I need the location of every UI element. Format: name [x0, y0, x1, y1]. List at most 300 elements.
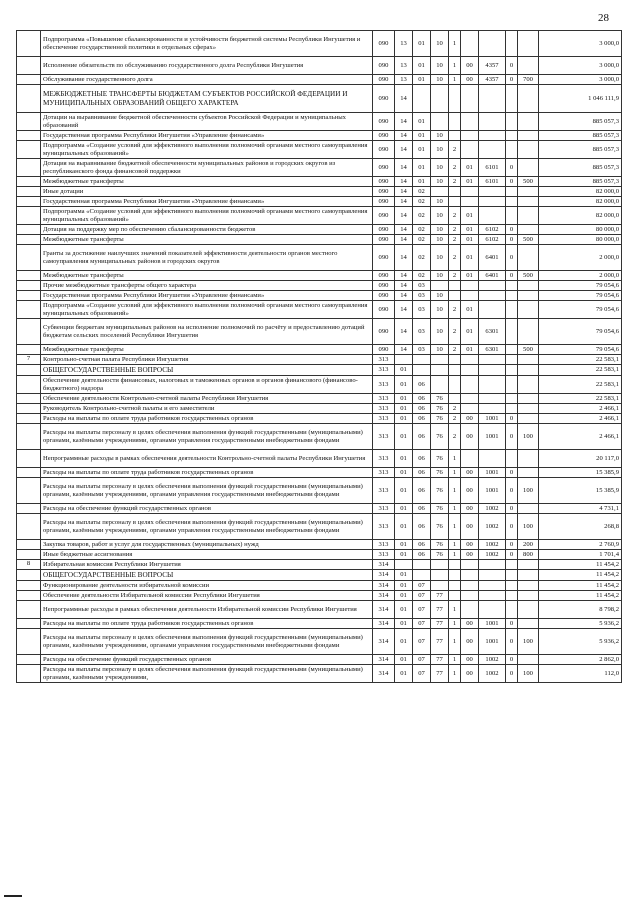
admin-code: 314	[373, 629, 395, 655]
row-number	[17, 376, 41, 394]
main-event-code	[461, 450, 479, 468]
direction-code: 6301	[479, 319, 506, 345]
section-code: 14	[395, 245, 413, 271]
admin-code: 313	[373, 394, 395, 404]
direction-code: 1002	[479, 550, 506, 560]
subsection-code: 02	[413, 225, 431, 235]
main-event-code: 01	[461, 245, 479, 271]
row-name: Расходы на выплаты по оплате труда работников государственных органов	[41, 414, 373, 424]
expense-type-code	[518, 394, 539, 404]
subprogram-code: 2	[449, 345, 461, 355]
row-sum: 1 046 111,9	[539, 85, 622, 113]
table-row	[17, 225, 622, 235]
subsection-code: 03	[413, 281, 431, 291]
row-number	[17, 468, 41, 478]
subsection-code: 07	[413, 655, 431, 665]
row-number	[17, 591, 41, 601]
section-code: 01	[395, 540, 413, 550]
admin-code: 314	[373, 591, 395, 601]
row-sum: 2 760,9	[539, 540, 622, 550]
program-code: 10	[431, 31, 449, 57]
section-code: 01	[395, 365, 413, 376]
row-sum: 79 054,6	[539, 319, 622, 345]
subsection-code: 06	[413, 414, 431, 424]
subprogram-code: 1	[449, 601, 461, 619]
expense-type-code: 500	[518, 235, 539, 245]
type-code: 0	[506, 550, 518, 560]
row-name: Межбюджетные трансферты	[41, 271, 373, 281]
row-number	[17, 301, 41, 319]
row-sum: 11 454,2	[539, 581, 622, 591]
program-code	[431, 560, 449, 570]
subsection-code: 06	[413, 376, 431, 394]
main-event-code	[461, 570, 479, 581]
type-code: 0	[506, 629, 518, 655]
expense-type-code	[518, 355, 539, 365]
main-event-code	[461, 591, 479, 601]
program-code	[431, 187, 449, 197]
table-row	[17, 478, 622, 504]
table-row	[17, 159, 622, 177]
admin-code: 313	[373, 414, 395, 424]
row-number	[17, 245, 41, 271]
admin-code: 090	[373, 235, 395, 245]
table-row	[17, 131, 622, 141]
main-event-code	[461, 365, 479, 376]
subsection-code	[413, 85, 431, 113]
program-code: 10	[431, 345, 449, 355]
expense-type-code	[518, 225, 539, 235]
type-code: 0	[506, 619, 518, 629]
subprogram-code: 2	[449, 271, 461, 281]
row-sum: 268,8	[539, 514, 622, 540]
row-sum: 5 936,2	[539, 629, 622, 655]
row-number	[17, 414, 41, 424]
type-code: 0	[506, 75, 518, 85]
type-code	[506, 301, 518, 319]
main-event-code: 00	[461, 424, 479, 450]
type-code	[506, 131, 518, 141]
row-name: Межбюджетные трансферты	[41, 177, 373, 187]
main-event-code	[461, 404, 479, 414]
row-sum: 885 057,3	[539, 113, 622, 131]
row-number	[17, 271, 41, 281]
admin-code: 313	[373, 355, 395, 365]
row-number: 7	[17, 355, 41, 365]
subprogram-code: 2	[449, 404, 461, 414]
direction-code	[479, 281, 506, 291]
expense-type-code	[518, 450, 539, 468]
program-code	[431, 581, 449, 591]
section-code: 14	[395, 207, 413, 225]
row-sum: 79 054,6	[539, 345, 622, 355]
expense-type-code	[518, 187, 539, 197]
table-row	[17, 560, 622, 570]
direction-code	[479, 197, 506, 207]
direction-code: 1001	[479, 424, 506, 450]
direction-code	[479, 141, 506, 159]
subprogram-code	[449, 197, 461, 207]
program-code: 76	[431, 450, 449, 468]
admin-code: 090	[373, 141, 395, 159]
program-code: 10	[431, 207, 449, 225]
main-event-code: 01	[461, 345, 479, 355]
direction-code: 6102	[479, 235, 506, 245]
subsection-code: 01	[413, 141, 431, 159]
direction-code	[479, 301, 506, 319]
row-number	[17, 365, 41, 376]
subprogram-code: 2	[449, 177, 461, 187]
program-code: 76	[431, 414, 449, 424]
row-name: Гранты за достижение наилучших значений показателей эффективности деятельности органов местного самоуправления муниципальных районов и городских округов	[41, 245, 373, 271]
subprogram-code	[449, 376, 461, 394]
admin-code: 090	[373, 197, 395, 207]
row-sum: 22 583,1	[539, 376, 622, 394]
table-row	[17, 207, 622, 225]
row-sum: 22 583,1	[539, 365, 622, 376]
type-code: 0	[506, 514, 518, 540]
direction-code	[479, 355, 506, 365]
admin-code: 314	[373, 619, 395, 629]
direction-code	[479, 365, 506, 376]
main-event-code	[461, 197, 479, 207]
admin-code: 090	[373, 345, 395, 355]
row-sum: 11 454,2	[539, 591, 622, 601]
section-code: 13	[395, 75, 413, 85]
row-sum: 2 000,0	[539, 271, 622, 281]
row-name: ОБЩЕГОСУДАРСТВЕННЫЕ ВОПРОСЫ	[41, 365, 373, 376]
admin-code: 090	[373, 57, 395, 75]
expense-type-code: 500	[518, 345, 539, 355]
table-row	[17, 141, 622, 159]
subprogram-code	[449, 591, 461, 601]
admin-code: 090	[373, 187, 395, 197]
program-code: 10	[431, 319, 449, 345]
direction-code: 6401	[479, 271, 506, 281]
row-number	[17, 141, 41, 159]
subsection-code: 06	[413, 550, 431, 560]
row-number	[17, 207, 41, 225]
row-sum: 3 000,0	[539, 31, 622, 57]
row-number	[17, 629, 41, 655]
direction-code: 6101	[479, 177, 506, 187]
program-code: 10	[431, 235, 449, 245]
subsection-code: 01	[413, 57, 431, 75]
row-sum: 82 000,0	[539, 197, 622, 207]
main-event-code	[461, 141, 479, 159]
main-event-code	[461, 187, 479, 197]
direction-code: 1002	[479, 540, 506, 550]
type-code: 0	[506, 665, 518, 683]
subprogram-code: 2	[449, 245, 461, 271]
row-number	[17, 57, 41, 75]
expense-type-code	[518, 570, 539, 581]
subsection-code: 06	[413, 514, 431, 540]
expense-type-code	[518, 376, 539, 394]
type-code	[506, 31, 518, 57]
expense-type-code	[518, 468, 539, 478]
section-code: 14	[395, 113, 413, 131]
row-number	[17, 291, 41, 301]
row-name: Расходы на выплаты по оплате труда работников государственных органов	[41, 619, 373, 629]
table-row	[17, 187, 622, 197]
section-code	[395, 355, 413, 365]
type-code	[506, 581, 518, 591]
subsection-code: 01	[413, 131, 431, 141]
expense-type-code	[518, 504, 539, 514]
row-number	[17, 31, 41, 57]
section-code: 01	[395, 478, 413, 504]
type-code: 0	[506, 271, 518, 281]
main-event-code: 00	[461, 655, 479, 665]
direction-code: 1001	[479, 478, 506, 504]
expense-type-code	[518, 197, 539, 207]
expense-type-code	[518, 85, 539, 113]
expense-type-code	[518, 414, 539, 424]
subprogram-code	[449, 291, 461, 301]
subsection-code	[413, 570, 431, 581]
expense-type-code: 100	[518, 478, 539, 504]
main-event-code: 00	[461, 619, 479, 629]
row-sum: 3 000,0	[539, 57, 622, 75]
section-code: 14	[395, 141, 413, 159]
type-code: 0	[506, 225, 518, 235]
program-code	[431, 85, 449, 113]
subsection-code: 07	[413, 591, 431, 601]
direction-code: 1002	[479, 514, 506, 540]
row-number	[17, 478, 41, 504]
admin-code: 313	[373, 376, 395, 394]
subprogram-code	[449, 570, 461, 581]
subsection-code: 02	[413, 187, 431, 197]
expense-type-code	[518, 141, 539, 159]
program-code: 77	[431, 665, 449, 683]
subprogram-code	[449, 581, 461, 591]
row-number	[17, 235, 41, 245]
subprogram-code	[449, 394, 461, 404]
table-row	[17, 540, 622, 550]
subprogram-code: 2	[449, 159, 461, 177]
row-name: Иные дотации	[41, 187, 373, 197]
type-code	[506, 291, 518, 301]
main-event-code: 00	[461, 514, 479, 540]
row-name: Дотация на выравнивание бюджетной обеспеченности муниципальных районов и городских округов из республиканского фонда финансовой поддержки	[41, 159, 373, 177]
subsection-code: 07	[413, 665, 431, 683]
row-name: МЕЖБЮДЖЕТНЫЕ ТРАНСФЕРТЫ БЮДЖЕТАМ СУБЪЕКТОВ РОССИЙСКОЙ ФЕДЕРАЦИИ И МУНИЦИПАЛЬНЫХ ОБРАЗОВАНИЙ ОБЩЕГО ХАРАКТЕРА	[41, 85, 373, 113]
row-name: Расходы на выплаты персоналу в целях обеспечения выполнения функций государственными (муниципальными) органами, казёнными учреждениями, органами управления государственными внебюджетными фондами	[41, 478, 373, 504]
section-code: 14	[395, 177, 413, 187]
type-code	[506, 207, 518, 225]
main-event-code: 00	[461, 504, 479, 514]
expense-type-code	[518, 57, 539, 75]
page-number: 28	[598, 12, 609, 24]
admin-code: 090	[373, 85, 395, 113]
subprogram-code: 1	[449, 75, 461, 85]
row-number	[17, 177, 41, 187]
table-row	[17, 177, 622, 187]
row-number	[17, 655, 41, 665]
table-row	[17, 424, 622, 450]
section-code: 01	[395, 504, 413, 514]
section-code: 01	[395, 450, 413, 468]
section-code: 01	[395, 665, 413, 683]
section-code: 01	[395, 468, 413, 478]
row-number	[17, 197, 41, 207]
subprogram-code: 1	[449, 655, 461, 665]
row-number	[17, 570, 41, 581]
row-name: Исполнение обязательств по обслуживанию государственного долга Республики Ингушетия	[41, 57, 373, 75]
row-name: Государственная программа Республики Ингушетия «Управление финансами»	[41, 131, 373, 141]
direction-code	[479, 131, 506, 141]
row-sum: 112,0	[539, 665, 622, 683]
subprogram-code: 2	[449, 141, 461, 159]
admin-code: 313	[373, 450, 395, 468]
row-name: Обеспечение деятельности Избирательной комиссии Республики Ингушетия	[41, 591, 373, 601]
admin-code: 090	[373, 281, 395, 291]
section-code: 01	[395, 414, 413, 424]
subprogram-code: 2	[449, 207, 461, 225]
program-code: 10	[431, 271, 449, 281]
main-event-code	[461, 113, 479, 131]
program-code	[431, 355, 449, 365]
type-code	[506, 601, 518, 619]
row-name: Избирательная комиссия Республики Ингушетия	[41, 560, 373, 570]
table-row	[17, 75, 622, 85]
table-row	[17, 197, 622, 207]
main-event-code	[461, 355, 479, 365]
expense-type-code: 100	[518, 424, 539, 450]
subprogram-code: 1	[449, 504, 461, 514]
row-number	[17, 345, 41, 355]
admin-code: 313	[373, 514, 395, 540]
type-code	[506, 141, 518, 159]
expense-type-code	[518, 404, 539, 414]
table-row	[17, 301, 622, 319]
admin-code: 313	[373, 504, 395, 514]
subprogram-code	[449, 355, 461, 365]
main-event-code	[461, 85, 479, 113]
direction-code: 6401	[479, 245, 506, 271]
type-code	[506, 365, 518, 376]
section-code: 14	[395, 281, 413, 291]
expense-type-code	[518, 591, 539, 601]
expense-type-code: 100	[518, 665, 539, 683]
row-name: Государственная программа Республики Ингушетия «Управление финансами»	[41, 197, 373, 207]
type-code	[506, 394, 518, 404]
section-code: 01	[395, 655, 413, 665]
row-name: Расходы на обеспечение функций государственных органов	[41, 504, 373, 514]
program-code: 76	[431, 478, 449, 504]
row-name: Расходы на обеспечение функций государственных органов	[41, 655, 373, 665]
table-row	[17, 31, 622, 57]
type-code	[506, 85, 518, 113]
row-name: Государственная программа Республики Ингушетия «Управление финансами»	[41, 291, 373, 301]
section-code: 01	[395, 404, 413, 414]
table-row	[17, 601, 622, 619]
main-event-code: 00	[461, 468, 479, 478]
row-number	[17, 85, 41, 113]
main-event-code: 01	[461, 225, 479, 235]
row-name: Расходы на выплаты персоналу в целях обеспечения выполнения функций государственными (муниципальными) органами, казёнными учреждениями,	[41, 665, 373, 683]
direction-code	[479, 187, 506, 197]
direction-code	[479, 581, 506, 591]
program-code: 10	[431, 75, 449, 85]
program-code	[431, 365, 449, 376]
admin-code: 090	[373, 271, 395, 281]
row-name: Иные бюджетные ассигнования	[41, 550, 373, 560]
row-sum: 5 936,2	[539, 619, 622, 629]
direction-code	[479, 601, 506, 619]
type-code	[506, 345, 518, 355]
row-sum: 79 054,6	[539, 301, 622, 319]
type-code: 0	[506, 504, 518, 514]
section-code: 14	[395, 235, 413, 245]
section-code: 14	[395, 159, 413, 177]
admin-code: 090	[373, 113, 395, 131]
section-code: 01	[395, 619, 413, 629]
table-row	[17, 355, 622, 365]
admin-code: 090	[373, 177, 395, 187]
expense-type-code	[518, 245, 539, 271]
section-code: 01	[395, 601, 413, 619]
row-number	[17, 504, 41, 514]
row-number	[17, 113, 41, 131]
type-code	[506, 591, 518, 601]
program-code: 76	[431, 468, 449, 478]
row-sum: 3 000,0	[539, 75, 622, 85]
subsection-code	[413, 560, 431, 570]
table-row	[17, 57, 622, 75]
row-name: Расходы на выплаты персоналу в целях обеспечения выполнения функций государственными (муниципальными) органами, казёнными учреждениями, органами управления государственными внебюджетными фондами	[41, 424, 373, 450]
main-event-code	[461, 601, 479, 619]
row-sum: 2 466,1	[539, 414, 622, 424]
row-name: Расходы на выплаты персоналу в целях обеспечения выполнения функций государственными (муниципальными) органами, казёнными учреждениями, органами управления государственными внебюджетными фондами	[41, 514, 373, 540]
main-event-code: 00	[461, 629, 479, 655]
direction-code: 1001	[479, 619, 506, 629]
main-event-code	[461, 281, 479, 291]
row-number: 8	[17, 560, 41, 570]
expense-type-code: 100	[518, 514, 539, 540]
section-code: 14	[395, 85, 413, 113]
admin-code: 313	[373, 550, 395, 560]
row-sum: 885 057,3	[539, 177, 622, 187]
program-code: 10	[431, 141, 449, 159]
row-name: Руководитель Контрольно-счетной палаты и его заместители	[41, 404, 373, 414]
table-row	[17, 376, 622, 394]
subsection-code: 07	[413, 581, 431, 591]
expense-type-code	[518, 319, 539, 345]
program-code: 10	[431, 225, 449, 235]
table-row	[17, 113, 622, 131]
type-code: 0	[506, 424, 518, 450]
direction-code	[479, 291, 506, 301]
expense-type-code	[518, 131, 539, 141]
direction-code	[479, 591, 506, 601]
admin-code: 314	[373, 560, 395, 570]
row-name: Непрограммные расходы в рамках обеспечения деятельности Контрольно-счетной палаты Республики Ингушетия	[41, 450, 373, 468]
type-code	[506, 404, 518, 414]
main-event-code: 00	[461, 665, 479, 683]
type-code: 0	[506, 655, 518, 665]
main-event-code: 00	[461, 414, 479, 424]
subprogram-code	[449, 281, 461, 291]
table-row	[17, 235, 622, 245]
type-code	[506, 319, 518, 345]
budget-table	[16, 30, 622, 683]
subprogram-code: 2	[449, 424, 461, 450]
type-code	[506, 450, 518, 468]
program-code: 77	[431, 619, 449, 629]
